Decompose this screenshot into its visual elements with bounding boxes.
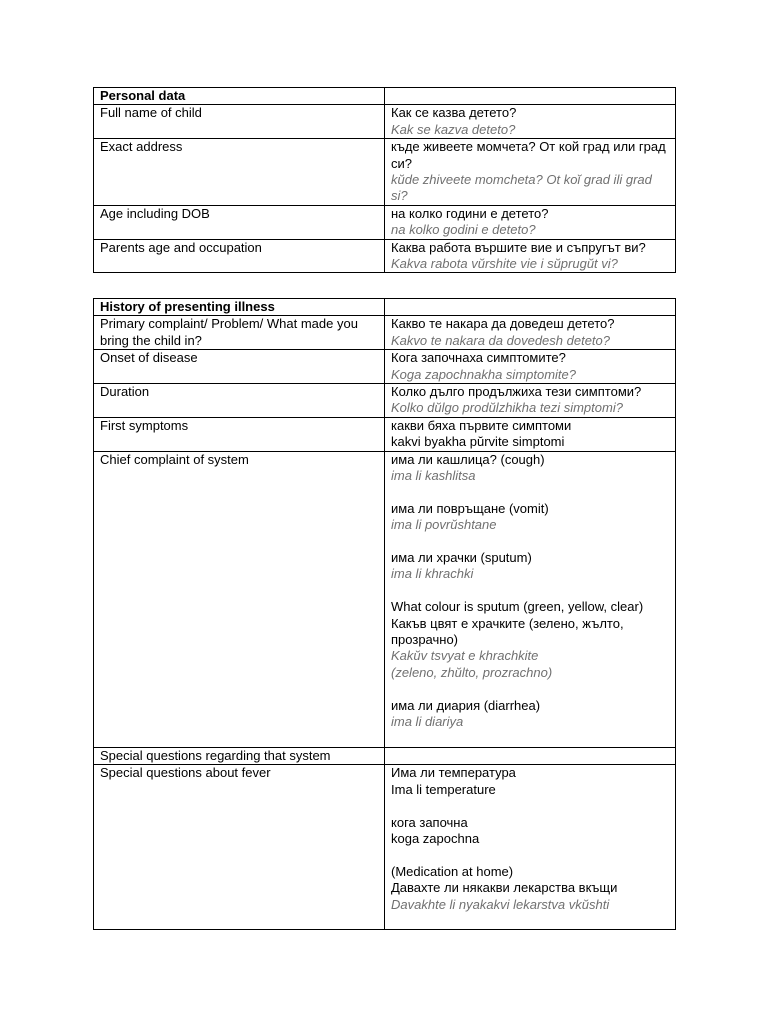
translation-cell: [385, 239, 676, 273]
table-row: [94, 316, 676, 350]
transliteration: Davakhte li nyakakvi lekarstva vkŭshti: [391, 896, 610, 912]
table-row: [94, 239, 676, 273]
bulgarian-question: Давахте ли някакви лекарства вкъщи: [391, 880, 618, 896]
question-label: Exact address: [94, 139, 385, 206]
question-label: Primary complaint/ Problem/ What made you bring the child in?: [94, 316, 385, 350]
spacer: [391, 484, 671, 500]
table-row: [94, 384, 676, 418]
table-row: [94, 139, 676, 206]
english-question: What colour is sputum (green, yellow, clear): [391, 599, 644, 615]
translation-cell: [385, 316, 676, 350]
transliteration: (zeleno, zhŭlto, prozrachno): [391, 664, 553, 680]
english-question: (Medication at home): [391, 863, 514, 879]
question-label: Chief complaint of system: [94, 451, 385, 747]
transliteration: Kakvo te nakara da dovedesh deteto?: [391, 332, 610, 348]
translation-cell: [385, 417, 676, 451]
question-label: Onset of disease: [94, 350, 385, 384]
table-row: [94, 765, 676, 930]
spacer: [391, 913, 671, 929]
question-label: Special questions about fever: [94, 765, 385, 930]
spacer: [391, 731, 671, 747]
bulgarian-question: какви бяха първите симптоми: [391, 417, 572, 433]
empty-cell: [385, 299, 676, 316]
transliteration: na kolko godini e deteto?: [391, 222, 536, 238]
bulgarian-question: Как се казва детето?: [391, 105, 517, 121]
transliteration: kŭde zhiveete momcheta? Ot koĭ grad ili grad si?: [391, 172, 652, 204]
transliteration: ima li povrŭshtane: [391, 517, 497, 533]
bulgarian-question: къде живеете момчета? От кой град или град си?: [391, 139, 666, 171]
bulgarian-question: Кога започнаха симптомите?: [391, 350, 566, 366]
transliteration: Kolko dŭlgo prodŭlzhikha tezi simptomi?: [391, 400, 623, 416]
translation-cell: [385, 205, 676, 239]
bulgarian-question: на колко години е детето?: [391, 205, 549, 221]
history-table: [93, 298, 676, 930]
transliteration: kakvi byakha pŭrvite simptomi: [391, 434, 565, 450]
translation-cell: [385, 350, 676, 384]
bulgarian-question: Каква работа вършите вие и съпругът ви?: [391, 239, 646, 255]
spacer: [391, 847, 671, 863]
table-row: [94, 105, 676, 139]
transliteration: Ima li temperature: [391, 781, 496, 797]
question-label: Age including DOB: [94, 205, 385, 239]
spacer: [391, 798, 671, 814]
translation-cell: [385, 105, 676, 139]
transliteration: Kak se kazva deteto?: [391, 121, 516, 137]
bulgarian-question: има ли повръщане (vomit): [391, 500, 549, 516]
spacer: [391, 534, 671, 550]
translation-cell: [385, 765, 676, 930]
transliteration: ima li diariya: [391, 714, 464, 730]
translation-cell: [385, 139, 676, 206]
table-header-row: [94, 299, 676, 316]
translation-cell: [385, 451, 676, 747]
translation-cell: [385, 384, 676, 418]
question-label: Parents age and occupation: [94, 239, 385, 273]
bulgarian-question: кога започна: [391, 814, 468, 830]
table-row: [94, 451, 676, 747]
question-label: Duration: [94, 384, 385, 418]
transliteration: ima li kashlitsa: [391, 468, 476, 484]
bulgarian-question: Има ли температура: [391, 765, 516, 781]
transliteration: Kakŭv tsvyat e khrachkite: [391, 648, 539, 664]
transliteration: Koga zapochnakha simptomite?: [391, 366, 577, 382]
bulgarian-question: има ли диария (diarrhea): [391, 697, 541, 713]
table-row: [94, 350, 676, 384]
question-label: Special questions regarding that system: [94, 747, 385, 764]
question-label: Full name of child: [94, 105, 385, 139]
empty-cell: [385, 747, 676, 764]
transliteration: Kakva rabota vŭrshite vie i sŭprugŭt vi?: [391, 256, 618, 272]
table-row: [94, 747, 676, 764]
transliteration: koga zapochna: [391, 830, 480, 846]
section-heading: History of presenting illness: [94, 299, 385, 316]
bulgarian-question: има ли храчки (sputum): [391, 550, 532, 566]
personal-data-table: [93, 87, 676, 273]
bulgarian-question: има ли кашлица? (cough): [391, 451, 545, 467]
spacer: [391, 681, 671, 697]
question-label: First symptoms: [94, 417, 385, 451]
transliteration: ima li khrachki: [391, 566, 474, 582]
table-row: [94, 205, 676, 239]
table-header-row: [94, 88, 676, 105]
bulgarian-question: Колко дълго продължиха тези симптоми?: [391, 384, 642, 400]
section-heading: Personal data: [94, 88, 385, 105]
bulgarian-question: Какво те накара да доведеш детето?: [391, 316, 615, 332]
spacer: [391, 583, 671, 599]
table-row: [94, 417, 676, 451]
empty-cell: [385, 88, 676, 105]
bulgarian-question: Какъв цвят е храчките (зелено, жълто, прозрачно): [391, 615, 624, 648]
